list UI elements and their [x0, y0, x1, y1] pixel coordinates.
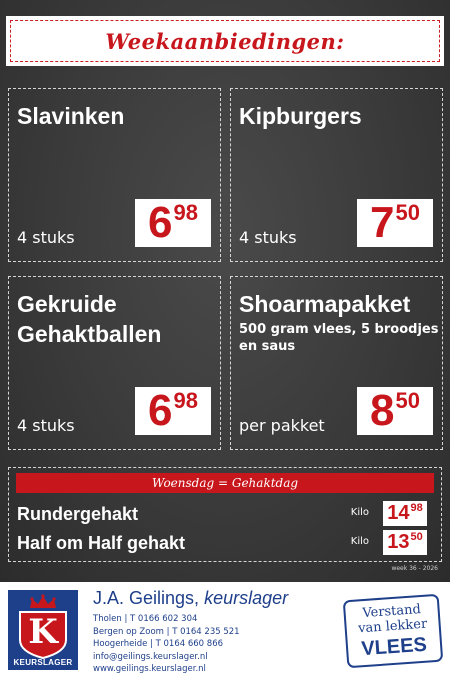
price-euro: 8 [370, 386, 395, 435]
stamp-line-3: VLEES [360, 633, 428, 661]
company-name [93, 588, 288, 609]
offer-unit: 4 stuks [17, 416, 75, 435]
offer-card-slavinken [8, 88, 221, 262]
page-title: Weekaanbiedingen: [105, 28, 345, 54]
logo-letter-box [18, 612, 68, 652]
small-price-tag [383, 530, 427, 555]
price-cent: 98 [173, 388, 198, 413]
gehaktdag-banner-text: Woensdag = Gehaktdag [151, 476, 299, 490]
offer-description: 500 gram vlees, 5 broodjes en saus [239, 322, 439, 354]
week-label: week 36 - 2026 [391, 565, 438, 572]
keurslager-logo [8, 590, 78, 670]
header-frame [10, 20, 440, 62]
price-tag [135, 387, 211, 435]
price-cent: 98 [173, 200, 198, 225]
company-name-main: J.A. Geilings, [93, 588, 200, 608]
offer-title: Kipburgers [239, 103, 362, 129]
price-euro: 6 [148, 386, 173, 435]
contact-hoogerheide: Hoogerheide | T 0164 660 866 [93, 639, 224, 649]
price-cent: 50 [410, 531, 423, 543]
price-tag [357, 199, 433, 247]
logo-label: KEURSLAGER [13, 658, 73, 667]
offer-card-gekruide-gehaktballen [8, 276, 221, 450]
header-banner [6, 16, 444, 66]
offer-card-kipburgers [230, 88, 443, 262]
offer-unit: 4 stuks [239, 228, 297, 247]
footer [0, 582, 450, 675]
contact-bergen-op-zoom: Bergen op Zoom | T 0164 235 521 [93, 626, 240, 637]
gehakt-item-half-om-half [17, 530, 433, 556]
company-name-suffix: keurslager [204, 588, 289, 608]
price-cent: 98 [410, 502, 423, 514]
price-cent: 50 [395, 200, 420, 225]
price-euro: 13 [387, 531, 410, 553]
price-cent: 50 [395, 388, 420, 413]
price-euro: 6 [148, 198, 173, 247]
contact-website[interactable]: www.geilings.keurslager.nl [93, 664, 206, 674]
gehakt-unit: Kilo [350, 536, 369, 547]
offer-unit: per pakket [239, 416, 325, 435]
gehakt-name: Half om Half gehakt [17, 533, 186, 553]
price-tag [357, 387, 433, 435]
gehakt-name: Rundergehakt [17, 504, 139, 524]
offer-title: Shoarmapakket [239, 291, 411, 317]
small-price-tag [383, 501, 427, 526]
offer-unit: 4 stuks [17, 228, 75, 247]
gehaktdag-section [8, 467, 442, 562]
gehaktdag-banner [16, 473, 434, 493]
price-euro: 7 [370, 198, 395, 247]
price-euro: 14 [387, 502, 410, 524]
verstand-van-lekker-vlees-stamp [343, 594, 444, 669]
gehakt-item-rundergehakt [17, 501, 433, 527]
logo-letter: K [28, 612, 58, 652]
contact-tholen: Tholen | T 0166 602 304 [93, 614, 198, 624]
price-tag [135, 199, 211, 247]
offer-title: Gekruide Gehaktballen [17, 291, 162, 347]
offer-title: Slavinken [17, 103, 125, 129]
stamp-line-1: Verstand [361, 602, 422, 622]
contact-email[interactable]: info@geilings.keurslager.nl [93, 651, 208, 662]
stamp-line-2: van lekker [357, 616, 428, 637]
gehakt-unit: Kilo [350, 507, 369, 518]
offer-card-shoarmapakket [230, 276, 443, 450]
contact-details [93, 613, 240, 675]
